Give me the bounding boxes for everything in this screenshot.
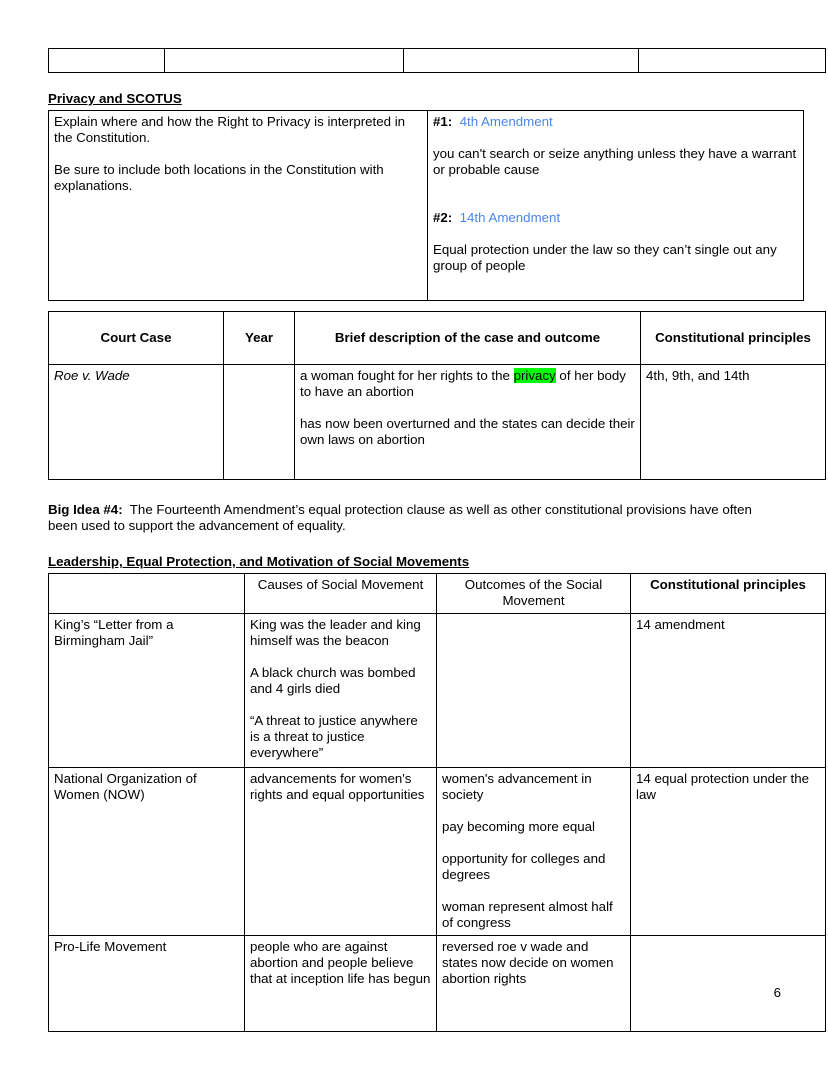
header-court-case: Court Case [49, 312, 224, 365]
table-row [49, 49, 826, 73]
cause-paragraph: King was the leader and king himself was the beacon [250, 617, 421, 648]
amendment-1-value: 4th Amendment [459, 114, 553, 129]
table-row [49, 111, 804, 301]
page-number: 6 [773, 985, 781, 1000]
header-year: Year [224, 312, 295, 365]
amendment-2-label: #2: [433, 210, 453, 225]
cell-outcomes[interactable] [437, 614, 631, 768]
privacy-section-heading: Privacy and SCOTUS [48, 91, 182, 106]
strip-cell-4[interactable] [639, 49, 826, 73]
amendment-1-row [433, 114, 798, 130]
cell-description[interactable] [295, 365, 641, 480]
privacy-prompt-line-2: Be sure to include both locations in the Constitution with explanations. [54, 162, 384, 193]
table-header-row [49, 574, 826, 614]
table-row [49, 768, 826, 936]
description-paragraph-1 [300, 368, 635, 400]
cell-constitutional-principles[interactable]: 4th, 9th, and 14th [641, 365, 826, 480]
cell-causes[interactable] [245, 768, 437, 936]
header-blank [49, 574, 245, 614]
description-text-post: of her body to have an abortion [300, 368, 626, 399]
description-highlight: privacy [513, 368, 556, 383]
amendment-2-row [433, 210, 798, 226]
outcome-paragraph: woman represent almost half of congress [442, 899, 613, 930]
cause-paragraph: people who are against abortion and people believe that at inception life has begun [250, 939, 431, 986]
description-paragraph-2: has now been overturned and the states can decide their own laws on abortion [300, 416, 635, 447]
header-causes: Causes of Social Movement [245, 574, 437, 614]
privacy-answer-cell[interactable] [428, 111, 804, 301]
big-idea-text: The Fourteenth Amendment’s equal protection clause as well as other constitutional provisions have often been used to support the advancement of equality. [48, 502, 752, 533]
cell-court-case-name[interactable]: Roe v. Wade [49, 365, 224, 480]
cell-movement-name[interactable]: National Organization of Women (NOW) [49, 768, 245, 936]
cell-constitutional-principles[interactable] [631, 936, 826, 1032]
header-constitutional-principles: Constitutional principles [641, 312, 826, 365]
privacy-table [48, 110, 804, 301]
cell-constitutional-principles[interactable]: 14 equal protection under the law [631, 768, 826, 936]
cause-paragraph: A black church was bombed and 4 girls died [250, 665, 416, 696]
cell-year[interactable] [224, 365, 295, 480]
cell-causes[interactable] [245, 614, 437, 768]
description-text-pre: a woman fought for her rights to the [300, 368, 514, 383]
spacer [48, 73, 781, 91]
spacer [48, 534, 781, 554]
outcome-paragraph: reversed roe v wade and states now decide on women abortion rights [442, 939, 614, 986]
amendment-1-label: #1: [433, 114, 453, 129]
cell-constitutional-principles[interactable]: 14 amendment [631, 614, 826, 768]
spacer [48, 301, 781, 311]
amendment-2-value: 14th Amendment [459, 210, 561, 225]
cell-movement-name[interactable]: King’s “Letter from a Birmingham Jail” [49, 614, 245, 768]
cell-outcomes[interactable] [437, 768, 631, 936]
privacy-prompt-cell [49, 111, 428, 301]
big-idea-label: Big Idea #4: [48, 502, 123, 517]
strip-cell-3[interactable] [404, 49, 639, 73]
privacy-prompt-line-1: Explain where and how the Right to Privacy is interpreted in the Constitution. [54, 114, 406, 145]
strip-cell-2[interactable] [165, 49, 404, 73]
cell-movement-name[interactable]: Pro-Life Movement [49, 936, 245, 1032]
court-case-table [48, 311, 826, 480]
outcome-paragraph: women's advancement in society [442, 771, 592, 802]
header-description: Brief description of the case and outcome [295, 312, 641, 365]
big-idea-paragraph [48, 502, 781, 534]
header-outcomes: Outcomes of the Social Movement [437, 574, 631, 614]
table-row [49, 936, 826, 1032]
outcome-paragraph: pay becoming more equal [442, 819, 596, 834]
social-movements-table [48, 573, 826, 1032]
spacer [48, 480, 781, 502]
page-content [48, 48, 811, 1032]
table-row [49, 365, 826, 480]
table-header-row [49, 312, 826, 365]
amendment-2-explanation: Equal protection under the law so they can’t single out any group of people [433, 242, 777, 273]
top-strip-table [48, 48, 826, 73]
cause-paragraph: advancements for women's rights and equal opportunities [250, 771, 425, 802]
cell-causes[interactable] [245, 936, 437, 1032]
cause-paragraph: “A threat to justice anywhere is a threat to justice everywhere” [250, 713, 418, 760]
table-row [49, 614, 826, 768]
amendment-1-explanation: you can't search or seize anything unless they have a warrant or probable cause [433, 146, 797, 177]
header-constitutional-principles: Constitutional principles [631, 574, 826, 614]
outcome-paragraph: opportunity for colleges and degrees [442, 851, 606, 882]
cell-outcomes[interactable] [437, 936, 631, 1032]
social-section-heading: Leadership, Equal Protection, and Motivation of Social Movements [48, 554, 470, 569]
strip-cell-1[interactable] [49, 49, 165, 73]
